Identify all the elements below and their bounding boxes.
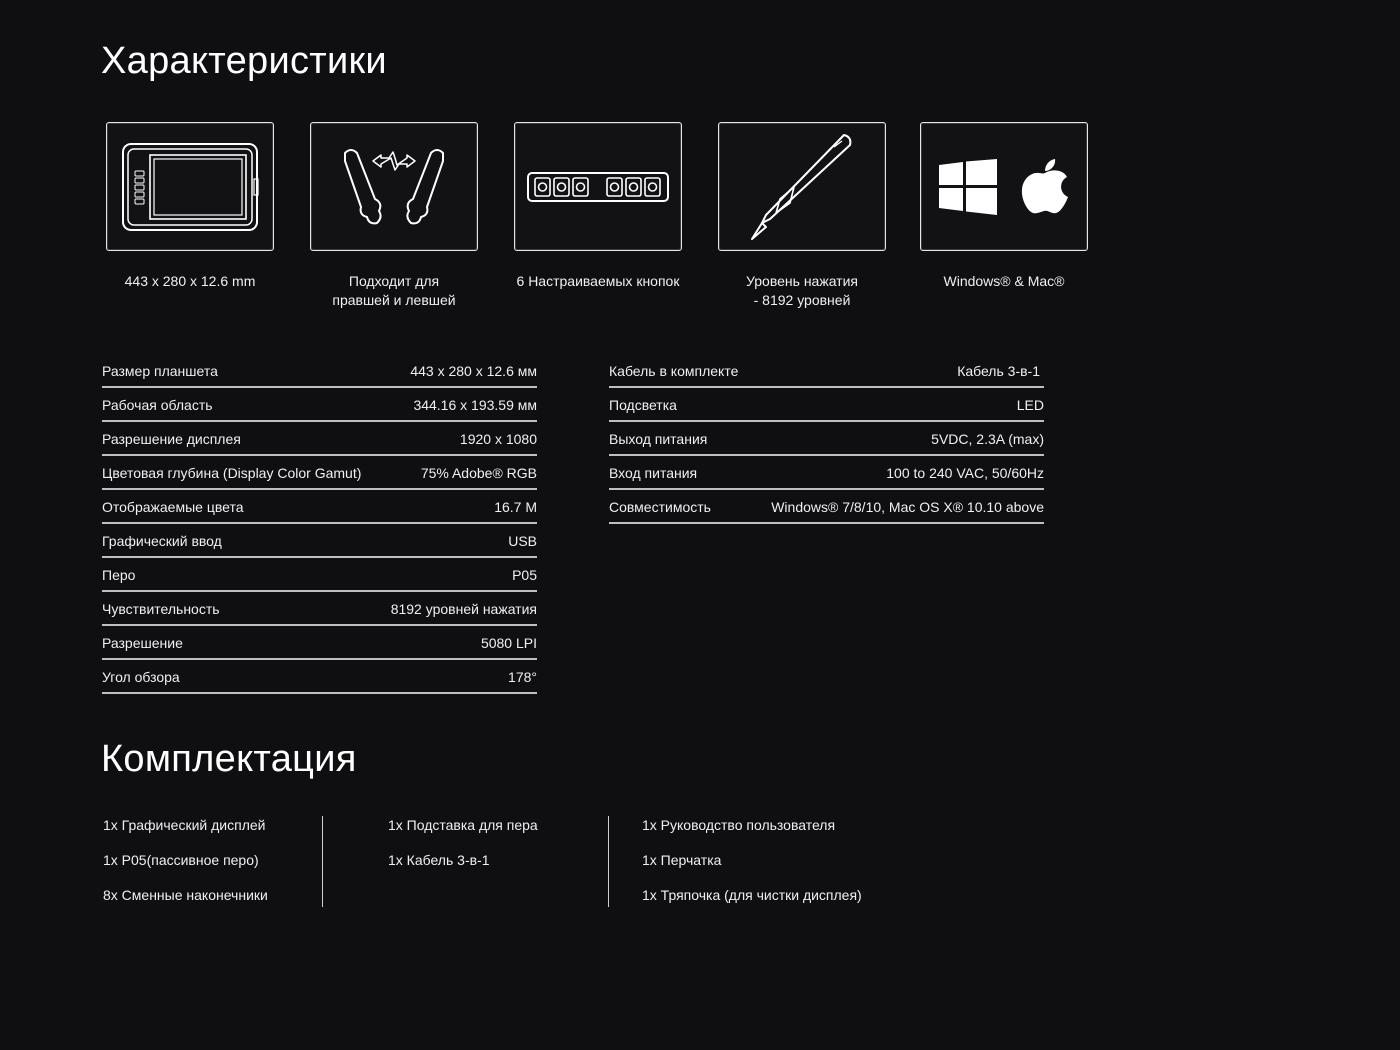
spec-row: [102, 628, 537, 660]
spec-value: 443 x 280 x 12.6 мм: [410, 363, 537, 379]
spec-key: Графический ввод: [102, 533, 222, 549]
spec-value: 1920 x 1080: [459, 431, 537, 447]
spec-row: [102, 390, 537, 422]
feature-keys: [514, 122, 682, 289]
express-keys-icon: [527, 172, 669, 202]
spec-value: LED: [1016, 397, 1044, 413]
spec-key: Рабочая область: [102, 397, 213, 413]
spec-value: 8192 уровней нажатия: [390, 601, 537, 617]
kit-item: 1x Руководство пользователя: [642, 817, 836, 833]
kit-item: 1x Графический дисплей: [103, 817, 266, 833]
spec-key: Кабель в комплекте: [609, 363, 739, 379]
kit-heading: Комплектация: [101, 738, 357, 780]
feature-box: [106, 122, 274, 251]
spec-value: Windows® 7/8/10, Mac OS X® 10.10 above: [771, 499, 1044, 515]
feature-caption: Windows® & Mac®: [943, 273, 1065, 289]
spec-key: Перо: [102, 567, 136, 583]
spec-row: [609, 458, 1044, 490]
feature-hands: [310, 122, 478, 308]
spec-row: [102, 458, 537, 490]
spec-row: [102, 356, 537, 388]
kit-item: 1x Подставка для пера: [388, 817, 538, 833]
spec-key: Разрешение дисплея: [102, 431, 241, 447]
spec-row: [102, 662, 537, 694]
spec-value: P05: [512, 567, 537, 583]
display-tablet-icon: [120, 141, 260, 233]
kit-item: 1x Кабель 3-в-1: [388, 852, 490, 868]
specs-table-left: [102, 356, 537, 694]
spec-row: [102, 526, 537, 558]
spec-key: Угол обзора: [102, 669, 180, 685]
spec-row: [102, 492, 537, 524]
feature-box: [718, 122, 886, 251]
spec-key: Цветовая глубина (Display Color Gamut): [102, 465, 362, 481]
kit-divider: [322, 816, 323, 907]
spec-value: 16.7 M: [494, 499, 537, 515]
spec-row: [609, 492, 1044, 524]
spec-key: Выход питания: [609, 431, 708, 447]
feature-caption: Уровень нажатия - 8192 уровней: [746, 273, 858, 308]
spec-key: Отображаемые цвета: [102, 499, 244, 515]
apple-icon: [1021, 159, 1069, 215]
spec-value: USB: [508, 533, 537, 549]
spec-value: 178°: [508, 669, 537, 685]
specs-table-right: [609, 356, 1044, 524]
kit-column-1: [103, 812, 268, 917]
feature-caption: Подходит для правшей и левшей: [332, 273, 456, 308]
windows-icon: [939, 159, 997, 215]
left-right-hand-icon: [339, 145, 449, 229]
spec-value: Кабель 3-в-1: [957, 363, 1040, 379]
pen-icon: [742, 131, 862, 243]
spec-row: [102, 594, 537, 626]
spec-value: 75% Adobe® RGB: [420, 465, 537, 481]
kit-divider: [608, 816, 609, 907]
specs-heading: Характеристики: [101, 40, 387, 82]
feature-box: [920, 122, 1088, 251]
spec-value: 5080 LPI: [480, 635, 537, 651]
feature-box: [514, 122, 682, 251]
spec-key: Разрешение: [102, 635, 183, 651]
kit-item: 1x Перчатка: [642, 852, 722, 868]
kit-item: 1x Тряпочка (для чистки дисплея): [642, 887, 862, 903]
kit-item: 8x Сменные наконечники: [103, 887, 268, 903]
spec-key: Размер планшета: [102, 363, 218, 379]
feature-box: [310, 122, 478, 251]
feature-os: [920, 122, 1088, 289]
spec-row: [102, 424, 537, 456]
feature-caption: 443 x 280 x 12.6 mm: [124, 273, 256, 289]
feature-caption: 6 Настраиваемых кнопок: [516, 273, 680, 289]
spec-value: 5VDC, 2.3A (max): [931, 431, 1044, 447]
feature-size: [106, 122, 274, 289]
spec-value: 344.16 x 193.59 мм: [413, 397, 537, 413]
spec-key: Вход питания: [609, 465, 698, 481]
spec-row: [609, 356, 1044, 388]
spec-row: [609, 390, 1044, 422]
feature-pressure: [718, 122, 886, 308]
spec-key: Подсветка: [609, 397, 677, 413]
spec-key: Чувствительность: [102, 601, 220, 617]
spec-value: 100 to 240 VAC, 50/60Hz: [886, 465, 1044, 481]
spec-key: Совместимость: [609, 499, 711, 515]
kit-column-2: [388, 812, 538, 882]
kit-item: 1x P05(пассивное перо): [103, 852, 259, 868]
kit-column-3: [642, 812, 862, 917]
spec-row: [102, 560, 537, 592]
spec-row: [609, 424, 1044, 456]
